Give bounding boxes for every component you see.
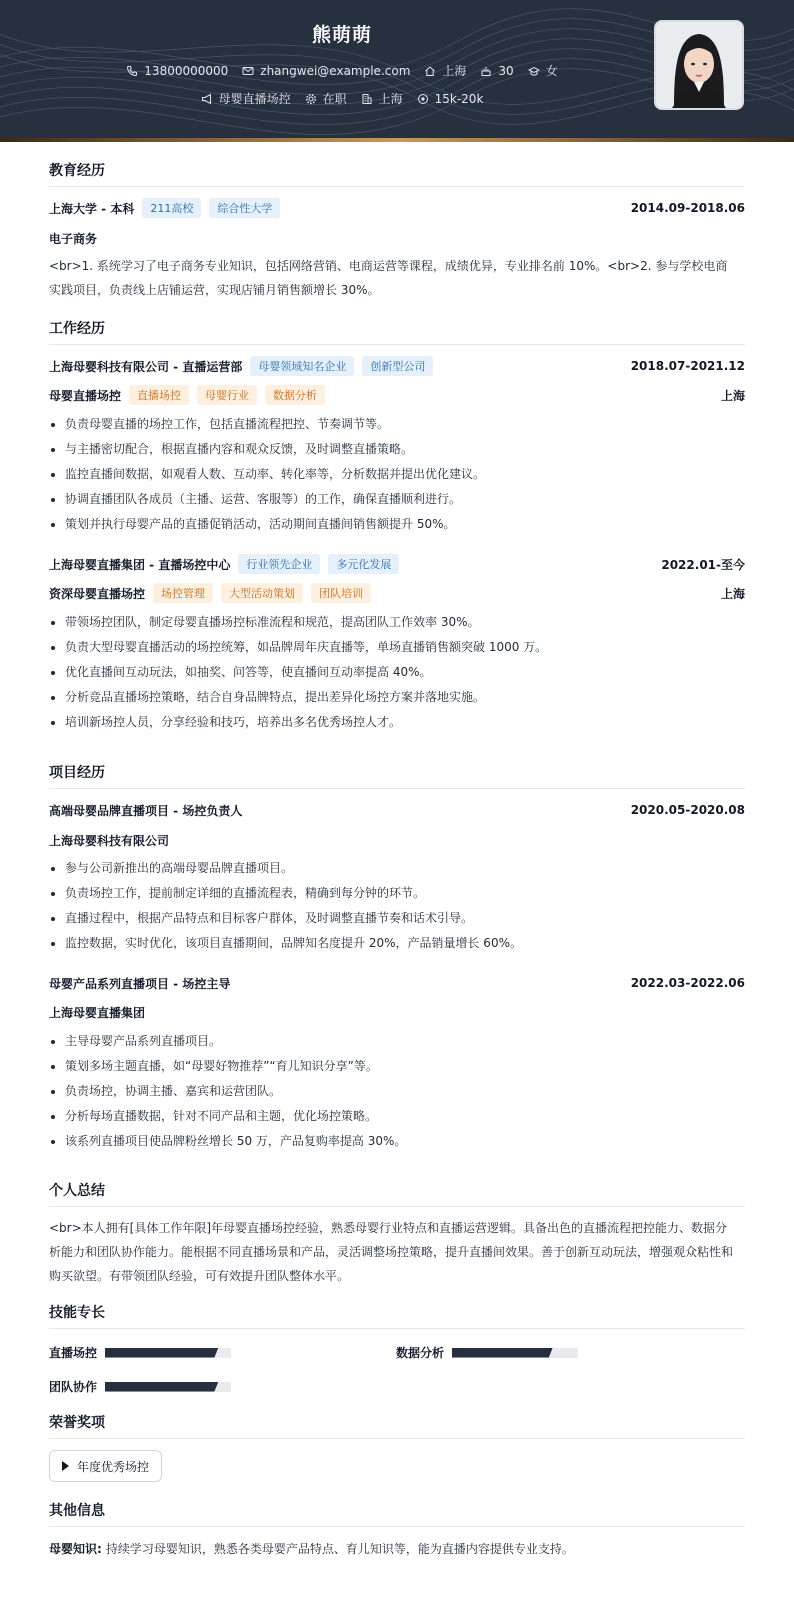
cake-icon [480,65,492,77]
mail-icon [242,65,254,77]
job-target-text: 母婴直播场控 [218,92,291,106]
other-section [49,1500,745,1527]
gender-text: 女 [545,64,558,78]
company-name: 上海母婴直播集团 - 直播场控中心 [49,557,231,572]
phone-item [126,64,228,78]
skill-item [49,1344,231,1361]
summary-title: 个人总结 [49,1183,105,1199]
company-name: 上海母婴科技有限公司 - 直播运营部 [49,359,243,374]
list-item: 主导母婴产品系列直播项目。 [49,1029,739,1054]
job-target-item [201,90,291,107]
job-header-row [49,358,745,374]
job-position-row [49,387,745,403]
list-item: 该系列直播项目使品牌粉丝增长 50 万，产品复购率提高 30%。 [49,1129,739,1154]
projects-section [49,762,745,789]
list-item: 监控直播间数据，如观看人数、互动率、转化率等，分析数据并提出优化建议。 [49,462,739,487]
skill-bar-fill [452,1348,553,1358]
list-item: 策划多场主题直播，如“母婴好物推荐”“育儿知识分享”等。 [49,1054,739,1079]
project-name: 母婴产品系列直播项目 - 场控主导 [49,976,231,991]
list-item: 协调直播团队各成员（主播、运营、客服等）的工作，确保直播顺利进行。 [49,487,739,512]
section-divider [49,344,745,345]
list-item: 分析每场直播数据，针对不同产品和主题，优化场控策略。 [49,1104,739,1129]
list-item: 负责场控，协调主播、嘉宾和运营团队。 [49,1079,739,1104]
education-title: 教育经历 [49,163,105,179]
project-bullets [49,1029,739,1154]
skill-bar [452,1348,578,1358]
coin-icon [417,93,429,105]
list-item: 参与公司新推出的高端母婴品牌直播项目。 [49,856,739,881]
other-title: 其他信息 [49,1503,105,1519]
gender-item [528,62,558,79]
list-item: 直播过程中，根据产品特点和目标客户群体，及时调整直播节奏和话术引导。 [49,906,739,931]
skill-bar [105,1348,231,1358]
caret-right-icon [62,1461,69,1471]
project-period: 2020.05-2020.08 [630,803,745,817]
project-org-row [49,1004,745,1020]
position-tag: 大型活动策划 [221,583,303,603]
awards-title: 荣誉奖项 [49,1415,105,1431]
major-name: 电子商务 [49,231,98,246]
position-name: 母婴直播场控 [49,388,122,403]
gear-icon [305,93,317,105]
position-tag: 直播场控 [129,385,189,405]
job-period: 2022.01-至今 [661,557,745,572]
project-period: 2022.03-2022.06 [630,976,745,990]
list-item: 优化直播间互动玩法，如抽奖、问答等，使直播间互动率提高 40%。 [49,660,739,685]
project-bullets [49,856,739,956]
skill-item [396,1344,578,1361]
position-tag: 数据分析 [265,385,325,405]
school-tag: 211高校 [142,198,201,218]
location-text: 上海 [442,64,467,78]
work-city-item [361,90,403,107]
section-divider [49,788,745,789]
skill-bar-fill [105,1382,218,1392]
list-item: 培训新场控人员，分享经验和技巧，培养出多名优秀场控人才。 [49,710,739,735]
section-divider [49,1328,745,1329]
education-section [49,160,745,187]
project-org-row [49,832,745,848]
school-name: 上海大学 - 本科 [49,201,135,216]
list-item: 分析竞品直播场控策略，结合自身品牌特点，提出差异化场控方案并落地实施。 [49,685,739,710]
candidate-name: 熊萌萌 [311,24,372,46]
skill-name: 团队协作 [49,1380,98,1394]
company-tag: 行业领先企业 [238,554,320,574]
other-label: 母婴知识: [49,1541,102,1556]
list-item: 负责场控工作，提前制定详细的直播流程表，精确到每分钟的环节。 [49,881,739,906]
home-icon [424,65,436,77]
major-row [49,230,745,246]
list-item: 负责母婴直播的场控工作，包括直播流程把控、节奏调节等。 [49,412,739,437]
company-tag: 创新型公司 [362,356,433,376]
section-divider [49,1526,745,1527]
header-accent-line [0,138,794,142]
other-text: 持续学习母婴知识，熟悉各类母婴产品特点、育儿知识等，能为直播内容提供专业支持。 [105,1541,574,1556]
contact-info-row [0,62,684,79]
age-text: 30 [498,63,514,78]
project-name: 高端母婴品牌直播项目 - 场控负责人 [49,803,243,818]
work-section [49,318,745,345]
project-header-row [49,975,745,991]
work-title: 工作经历 [49,321,105,337]
profile-photo [654,20,744,110]
position-tag: 母婴行业 [197,385,257,405]
email-item [242,64,410,78]
company-tag: 母婴领域知名企业 [250,356,354,376]
position-name: 资深母婴直播场控 [49,586,146,601]
other-info-row [49,1540,745,1556]
job-header-row [49,556,745,572]
job-intent-row [0,90,684,107]
megaphone-icon [201,93,213,105]
summary-section [49,1180,745,1207]
age-item [480,64,513,78]
skills-title: 技能专长 [49,1305,105,1321]
salary-text: 15k-20k [434,91,484,106]
job-bullets [49,412,739,537]
job-city: 上海 [720,388,745,403]
project-header-row [49,802,745,818]
phone-icon [126,65,138,77]
section-divider [49,1438,745,1439]
list-item: 策划并执行母婴产品的直播促销活动，活动期间直播间销售额提升 50%。 [49,512,739,537]
status-text: 在职 [322,92,347,106]
list-item: 带领场控团队，制定母婴直播场控标准流程和规范，提高团队工作效率 30%。 [49,610,739,635]
status-item [305,90,347,107]
skill-name: 数据分析 [396,1346,445,1360]
award-label: 年度优秀场控 [77,1459,150,1474]
list-item: 监控数据，实时优化，该项目直播期间，品牌知名度提升 20%，产品销量增长 60%。 [49,931,739,956]
education-header-row [49,200,745,216]
skill-bar [105,1382,231,1392]
skill-name: 直播场控 [49,1346,98,1360]
skill-bar-fill [105,1348,218,1358]
job-period: 2018.07-2021.12 [630,359,745,373]
list-item: 与主播密切配合，根据直播内容和观众反馈，及时调整直播策略。 [49,437,739,462]
phone-text: 13800000000 [144,63,229,78]
email-text: zhangwei@example.com [260,63,411,78]
award-item[interactable] [49,1450,162,1482]
resume-header [0,0,794,142]
company-tag: 多元化发展 [328,554,399,574]
position-tag: 团队培训 [311,583,371,603]
job-bullets [49,610,739,735]
school-tag: 综合性大学 [209,198,280,218]
summary-text: <br>本人拥有[具体工作年限]年母婴直播场控经验，熟悉母婴行业特点和直播运营逻辑。具备出色的直播流程把控能力、数据分析能力和团队协作能力。能根据不同直播场景和产品，灵活调整场控策略，提升直播间效果。善于创新互动玩法，增强观众粘性和购买欲望。有带领团队经验，可有效提升团队整体水平。 [49,1221,734,1283]
job-city: 上海 [720,586,745,601]
skills-section [49,1302,745,1329]
education-description: <br>1. 系统学习了电子商务专业知识，包括网络营销、电商运营等课程，成绩优异，专业排名前 10%。<br>2. 参与学校电商实践项目，负责线上店铺运营，实现店铺月销售额增长 30%。 [49,259,728,297]
location-item [424,62,466,79]
project-org: 上海母婴科技有限公司 [49,833,170,848]
awards-section [49,1412,745,1439]
building-icon [361,93,373,105]
salary-item [417,92,484,106]
list-item: 负责大型母婴直播活动的场控统筹，如品牌周年庆直播等，单场直播销售额突破 1000 万。 [49,635,739,660]
section-divider [49,1206,745,1207]
section-divider [49,186,745,187]
work-city-text: 上海 [378,92,403,106]
gender-icon [528,65,540,77]
education-period: 2014.09-2018.06 [630,201,745,215]
project-org: 上海母婴直播集团 [49,1005,146,1020]
avatar-portrait [656,22,742,108]
job-position-row [49,585,745,601]
projects-title: 项目经历 [49,765,105,781]
position-tag: 场控管理 [153,583,213,603]
skill-item [49,1378,231,1395]
